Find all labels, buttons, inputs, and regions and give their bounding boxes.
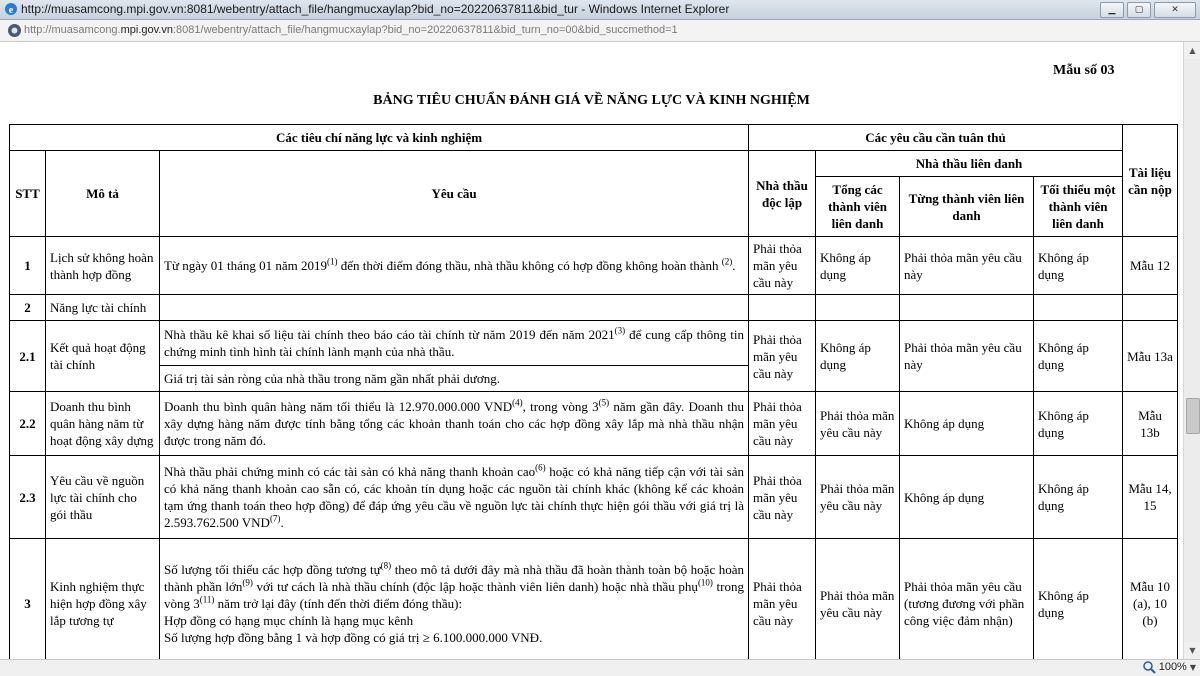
requirement-line-3: Số lượng hợp đồng bằng 1 và hợp đồng có giá trị ≥ 6.100.000.000 VNĐ. bbox=[164, 630, 543, 645]
row-stt: 3 bbox=[10, 539, 46, 660]
row-independent: Phải thỏa mãn yêu cầu này bbox=[749, 392, 816, 456]
header-joint-group: Nhà thầu liên danh bbox=[816, 151, 1123, 177]
row-requirement-2: Giá trị tài sản ròng của nhà thầu trong năm gần nhất phải dương. bbox=[160, 366, 749, 392]
scroll-up-arrow-icon[interactable]: ▲ bbox=[1184, 42, 1200, 59]
row-documents: Mẫu 13a bbox=[1123, 321, 1178, 392]
row-description: Kinh nghiệm thực hiện hợp đồng xây lắp tương tự bbox=[46, 539, 160, 660]
table-row bbox=[10, 295, 1178, 321]
row-each-member: Không áp dụng bbox=[900, 392, 1034, 456]
ie-logo-icon bbox=[4, 2, 18, 16]
row-description: Doanh thu bình quân hàng năm từ hoạt động xây dựng bbox=[46, 392, 160, 456]
row-requirement: Số lượng tối thiểu các hợp đồng tương tự$^{(8)}$ theo mô tả dưới đây mà nhà thầu đã hoàn thành toàn bộ hoặc hoàn thành phần lớn$^{(9)}$ với tư cách là nhà thầu chính (độc lập hoặc thành viên liên danh) hoặc nhà thầu phụ$^{(10)}$ trong vòng 3$^{(11)}$ năm trở lại đây (tính đến thời điểm đóng thầu): Hợp đồng có hạng mục chính là hạng mục kênh Số lượng hợp đồng bằng 1 và hợp đồng có giá trị ≥ 6.100.000.000 VNĐ. bbox=[160, 539, 749, 660]
row-stt: 2.2 bbox=[10, 392, 46, 456]
header-criteria-group: Các tiêu chí năng lực và kinh nghiệm bbox=[10, 125, 749, 151]
row-description: Năng lực tài chính bbox=[46, 295, 160, 321]
close-icon: ✕ bbox=[1171, 5, 1179, 15]
table-row bbox=[10, 321, 1178, 366]
row-requirement: Nhà thầu kê khai số liệu tài chính theo báo cáo tài chính từ năm 2019 đến năm 2021$^{(3)}$ để cung cấp thông tin chứng minh tình hình tài chính lành mạnh của nhà thầu. bbox=[160, 321, 749, 366]
row-description: Yêu cầu về nguồn lực tài chính cho gói thầu bbox=[46, 456, 160, 539]
window-controls bbox=[1100, 2, 1196, 18]
header-requirement: Yêu cầu bbox=[160, 151, 749, 237]
row-all-members: Phải thỏa mãn yêu cầu này bbox=[816, 456, 900, 539]
magnifier-icon bbox=[1142, 660, 1156, 674]
window-titlebar bbox=[0, 0, 1200, 20]
form-number: Mẫu số 03 bbox=[1053, 63, 1115, 78]
row-stt: 2.3 bbox=[10, 456, 46, 539]
header-description: Mô tả bbox=[46, 151, 160, 237]
table-row bbox=[10, 392, 1178, 456]
row-at-least-one: Không áp dụng bbox=[1034, 456, 1123, 539]
row-requirement: Nhà thầu phải chứng minh có các tài sản có khả năng thanh khoản cao$^{(6)}$ hoặc có khả năng tiếp cận với tài sản có khả năng thanh khoản cao sẵn có, các khoản tín dụng hoặc các nguồn tài chính khác (không kể các khoản tạm ứng thanh toán theo hợp đồng) để đáp ứng yêu cầu về nguồn lực tài chính thực hiện gói thầu với giá trị là 2.593.762.500 VND$^{(7)}$. bbox=[160, 456, 749, 539]
header-all-members: Tổng các thành viên liên danh bbox=[816, 177, 900, 237]
header-each-member: Từng thành viên liên danh bbox=[900, 177, 1034, 237]
minimize-icon: ▁ bbox=[1108, 5, 1116, 15]
row-at-least-one: Không áp dụng bbox=[1034, 392, 1123, 456]
row-independent: Phải thỏa mãn yêu cầu này bbox=[749, 456, 816, 539]
row-description: Lịch sử không hoàn thành hợp đồng bbox=[46, 237, 160, 295]
row-requirement: Doanh thu bình quân hàng năm tối thiểu là 12.970.000.000 VND$^{(4)}$, trong vòng 3$^{(5)}$ năm gần đây. Doanh thu xây dựng hàng năm được tính bằng tổng các khoản thanh toán cho các hợp đồng xây lắp mà nhà thầu nhận được trong năm đó. bbox=[160, 392, 749, 456]
row-documents: Mẫu 14, 15 bbox=[1123, 456, 1178, 539]
row-stt: 2 bbox=[10, 295, 46, 321]
header-requirements-group: Các yêu cầu cần tuân thủ bbox=[749, 125, 1123, 151]
row-each-member: Phải thỏa mãn yêu cầu (tương đương với phần công việc đảm nhận) bbox=[900, 539, 1034, 660]
address-bar[interactable] bbox=[0, 20, 1200, 42]
ie-page-icon bbox=[7, 23, 22, 38]
page-content bbox=[0, 42, 1183, 659]
table-row bbox=[10, 237, 1178, 295]
row-at-least-one: Không áp dụng bbox=[1034, 237, 1123, 295]
scroll-down-arrow-icon[interactable]: ▼ bbox=[1184, 642, 1200, 659]
row-stt: 1 bbox=[10, 237, 46, 295]
header-documents: Tài liệu cần nộp bbox=[1123, 125, 1178, 237]
vertical-scrollbar[interactable] bbox=[1183, 42, 1200, 659]
header-independent: Nhà thầu độc lập bbox=[749, 151, 816, 237]
row-each-member: Phải thỏa mãn yêu cầu này bbox=[900, 237, 1034, 295]
row-each-member: Phải thỏa mãn yêu cầu này bbox=[900, 321, 1034, 392]
row-requirement: Từ ngày 01 tháng 01 năm 2019$^{(1)}$ đến thời điểm đóng thầu, nhà thầu không có hợp đồng không hoàn thành $^{(2)}$. bbox=[160, 237, 749, 295]
table-row bbox=[10, 539, 1178, 660]
header-at-least-one: Tối thiểu một thành viên liên danh bbox=[1034, 177, 1123, 237]
row-documents: Mẫu 13b bbox=[1123, 392, 1178, 456]
row-stt: 2.1 bbox=[10, 321, 46, 392]
row-all-members: Không áp dụng bbox=[816, 237, 900, 295]
row-at-least-one: Không áp dụng bbox=[1034, 539, 1123, 660]
header-stt: STT bbox=[10, 151, 46, 237]
dropdown-arrow-icon[interactable]: ▼ bbox=[1189, 662, 1196, 672]
maximize-icon: ▢ bbox=[1134, 5, 1144, 15]
svg-text:e: e bbox=[8, 5, 14, 16]
row-documents: Mẫu 10 (a), 10 (b) bbox=[1123, 539, 1178, 660]
row-documents: Mẫu 12 bbox=[1123, 237, 1178, 295]
row-description: Kết quả hoạt động tài chính bbox=[46, 321, 160, 392]
row-independent: Phải thỏa mãn yêu cầu này bbox=[749, 321, 816, 392]
window-title: http://muasamcong.mpi.gov.vn:8081/webentry/attach_file/hangmucxaylap?bid_no=20220637811&bid_tur - Windows Internet Explorer bbox=[21, 2, 730, 16]
url-text[interactable]: http://muasamcong.mpi.gov.vn:8081/webentry/attach_file/hangmucxaylap?bid_no=20220637811&bid_turn_no=00&bid_succmethod=1 bbox=[24, 24, 678, 36]
requirement-line-2: Hợp đồng có hạng mục chính là hạng mục kênh bbox=[164, 613, 414, 628]
row-all-members: Phải thỏa mãn yêu cầu này bbox=[816, 392, 900, 456]
page-title: BẢNG TIÊU CHUẨN ĐÁNH GIÁ VỀ NĂNG LỰC VÀ KINH NGHIỆM bbox=[373, 93, 810, 108]
criteria-table bbox=[9, 124, 1178, 659]
minimize-button[interactable] bbox=[1100, 2, 1124, 18]
status-bar bbox=[0, 659, 1200, 676]
row-at-least-one: Không áp dụng bbox=[1034, 321, 1123, 392]
close-button[interactable] bbox=[1154, 2, 1196, 18]
zoom-control[interactable] bbox=[1142, 660, 1196, 674]
row-independent: Phải thỏa mãn yêu cầu này bbox=[749, 237, 816, 295]
scrollbar-thumb[interactable] bbox=[1186, 398, 1200, 434]
row-all-members: Phải thỏa mãn yêu cầu này bbox=[816, 539, 900, 660]
row-each-member: Không áp dụng bbox=[900, 456, 1034, 539]
row-independent: Phải thỏa mãn yêu cầu này bbox=[749, 539, 816, 660]
row-all-members: Không áp dụng bbox=[816, 321, 900, 392]
zoom-level: 100% bbox=[1158, 661, 1187, 673]
table-row bbox=[10, 456, 1178, 539]
maximize-button[interactable] bbox=[1127, 2, 1151, 18]
